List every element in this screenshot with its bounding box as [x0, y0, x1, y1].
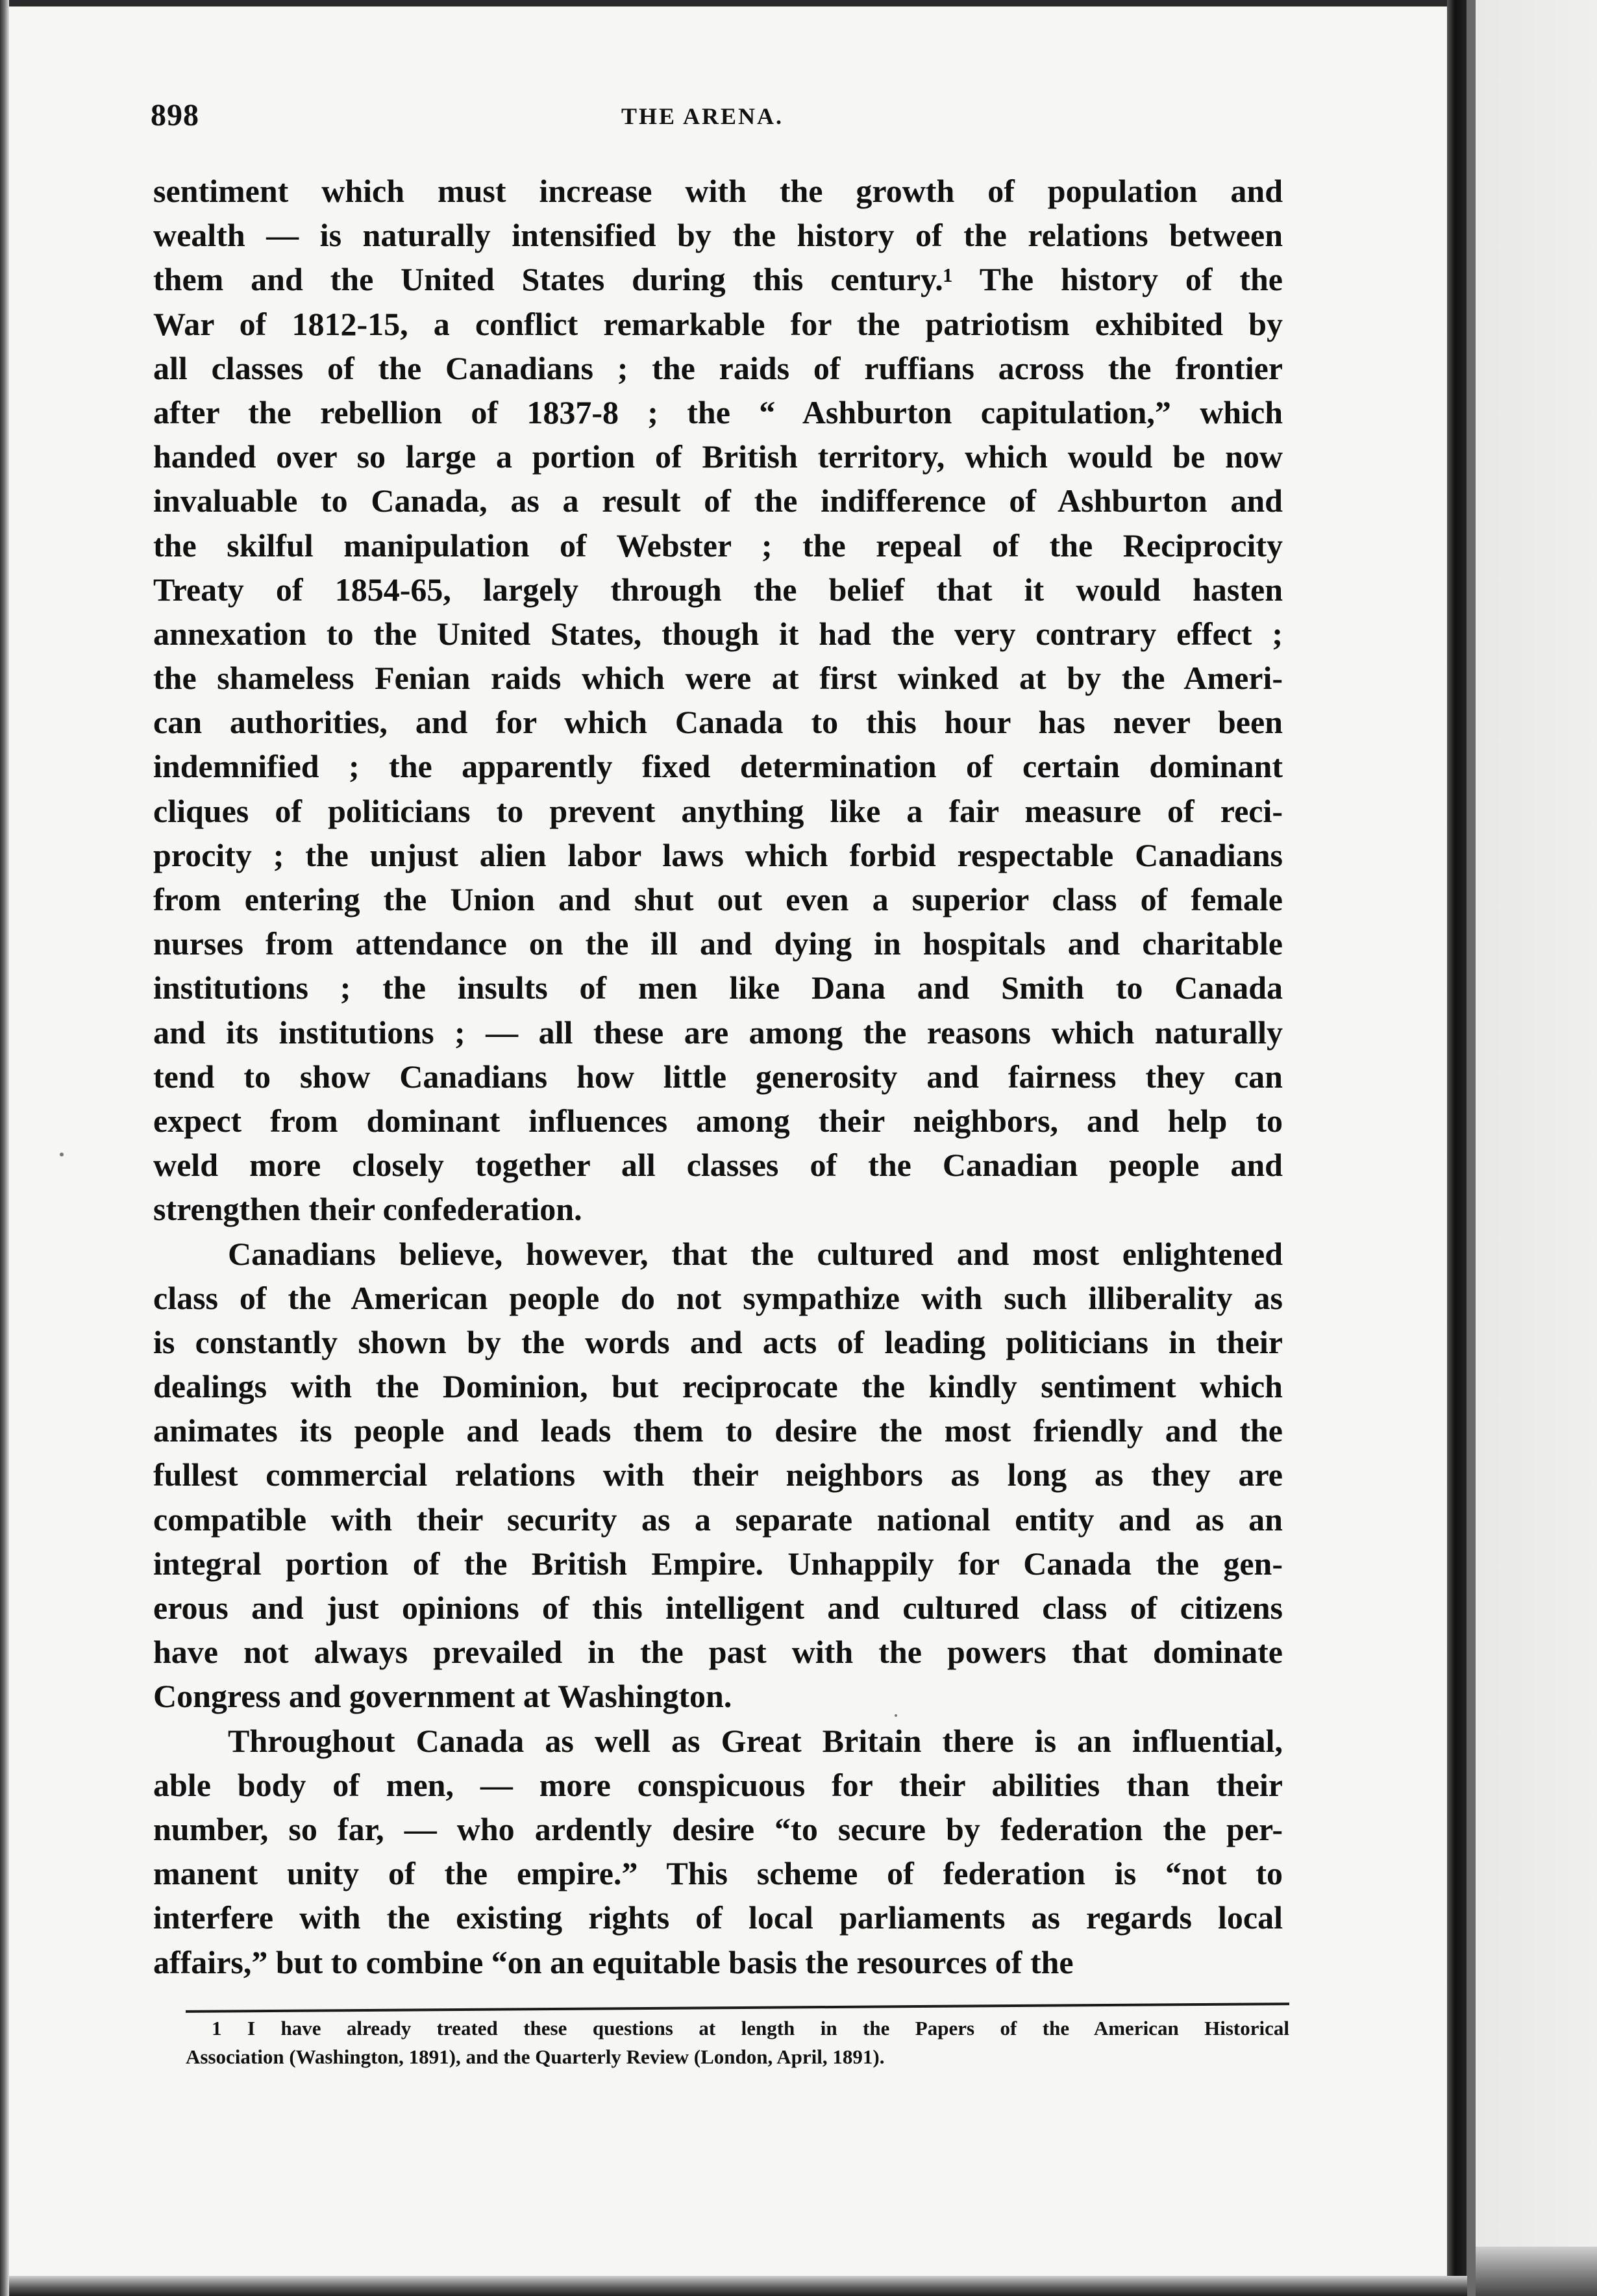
spine-gutter [1467, 0, 1476, 2296]
scan-speck [895, 1714, 897, 1717]
text-line: Throughout Canada as well as Great Britain there is an influential, [228, 1722, 1283, 1759]
adjacent-page-edge [1476, 0, 1597, 2296]
page-number: 898 [151, 98, 199, 132]
book-spine [1447, 0, 1467, 2296]
text-line: is constantly shown by the words and acts of leading politicians in their [153, 1323, 1283, 1360]
running-head: THE ARENA. [621, 103, 784, 129]
text-line: and its institutions ; — all these are among the reasons which naturally [153, 1014, 1283, 1051]
text-line: compatible with their security as a separate national entity and as an [153, 1501, 1283, 1538]
bottom-scan-edge [9, 2276, 1467, 2296]
text-line: indemnified ; the apparently fixed determination of certain dominant [153, 748, 1283, 785]
text-line: annexation to the United States, though it had the very contrary effect ; [153, 615, 1283, 652]
text-line: from entering the Union and shut out even a superior class of female [153, 881, 1283, 917]
text-line: class of the American people do not sympathize with such illiberality as [153, 1279, 1283, 1316]
text-line: sentiment which must increase with the growth of population and [153, 173, 1283, 209]
footnote-line: Association (Washington, 1891), and the Quarterly Review (London, April, 1891). [186, 2045, 885, 2068]
paragraph [153, 169, 1283, 1232]
text-line: wealth — is naturally intensified by the history of the relations between [153, 217, 1283, 254]
page-header [151, 97, 1280, 143]
text-line: interfere with the existing rights of local parliaments as regards local [153, 1899, 1283, 1936]
text-line: them and the United States during this century.¹ The history of the [153, 261, 1283, 298]
footnotes [186, 2014, 1289, 2071]
text-line: affairs,” but to combine “on an equitable basis the resources of the [153, 1943, 1074, 1980]
text-line: integral portion of the British Empire. Unhappily for Canada the gen- [153, 1545, 1283, 1582]
paragraph [153, 1719, 1283, 1984]
text-line: Canadians believe, however, that the cultured and most enlightened [228, 1235, 1283, 1272]
article-body [153, 169, 1283, 1984]
text-line: animates its people and leads them to desire the most friendly and the [153, 1412, 1283, 1449]
scan-speck [60, 1153, 64, 1156]
text-line: all classes of the Canadians ; the raids of ruffians across the frontier [153, 349, 1283, 386]
text-line: erous and just opinions of this intelligent and cultured class of citizens [153, 1590, 1283, 1626]
footnote-line: 1 I have already treated these questions at length in the Papers of the American Historical [212, 2017, 1289, 2040]
text-line: the skilful manipulation of Webster ; the repeal of the Reciprocity [153, 527, 1283, 564]
left-scan-edge [0, 0, 9, 2296]
text-line: manent unity of the empire.” This scheme of federation is “not to [153, 1855, 1283, 1892]
text-line: can authorities, and for which Canada to this hour has never been [153, 704, 1283, 741]
text-line: able body of men, — more conspicuous for their abilities than their [153, 1766, 1283, 1803]
text-line: fullest commercial relations with their neighbors as long as they are [153, 1456, 1283, 1493]
text-line: cliques of politicians to prevent anything like a fair measure of reci- [153, 792, 1283, 829]
adjacent-page-bottom-edge [1476, 2247, 1597, 2296]
text-line: procity ; the unjust alien labor laws which forbid respectable Canadians [153, 836, 1283, 873]
text-line: Treaty of 1854-65, largely through the belief that it would hasten [153, 571, 1283, 608]
top-scan-edge [0, 0, 1461, 6]
text-line: expect from dominant influences among their neighbors, and help to [153, 1102, 1283, 1139]
text-line: dealings with the Dominion, but reciprocate the kindly sentiment which [153, 1368, 1283, 1405]
text-line: nurses from attendance on the ill and dying in hospitals and charitable [153, 925, 1283, 962]
text-line: Congress and government at Washington. [153, 1678, 732, 1715]
text-line: weld more closely together all classes of the Canadian people and [153, 1147, 1283, 1184]
text-line: the shameless Fenian raids which were at first winked at by the Ameri- [153, 660, 1283, 697]
text-line: number, so far, — who ardently desire “to secure by federation the per- [153, 1810, 1283, 1847]
text-line: strengthen their confederation. [153, 1191, 582, 1228]
text-line: have not always prevailed in the past with the powers that dominate [153, 1634, 1283, 1671]
text-line: after the rebellion of 1837-8 ; the “ Ashburton capitulation,” which [153, 393, 1283, 430]
text-line: institutions ; the insults of men like Dana and Smith to Canada [153, 969, 1283, 1006]
text-line: invaluable to Canada, as a result of the indifference of Ashburton and [153, 482, 1283, 519]
paragraph [153, 1232, 1283, 1719]
text-line: handed over so large a portion of British territory, which would be now [153, 438, 1283, 475]
text-line: War of 1812-15, a conflict remarkable for the patriotism exhibited by [153, 305, 1283, 342]
text-line: tend to show Canadians how little generosity and fairness they can [153, 1058, 1283, 1095]
